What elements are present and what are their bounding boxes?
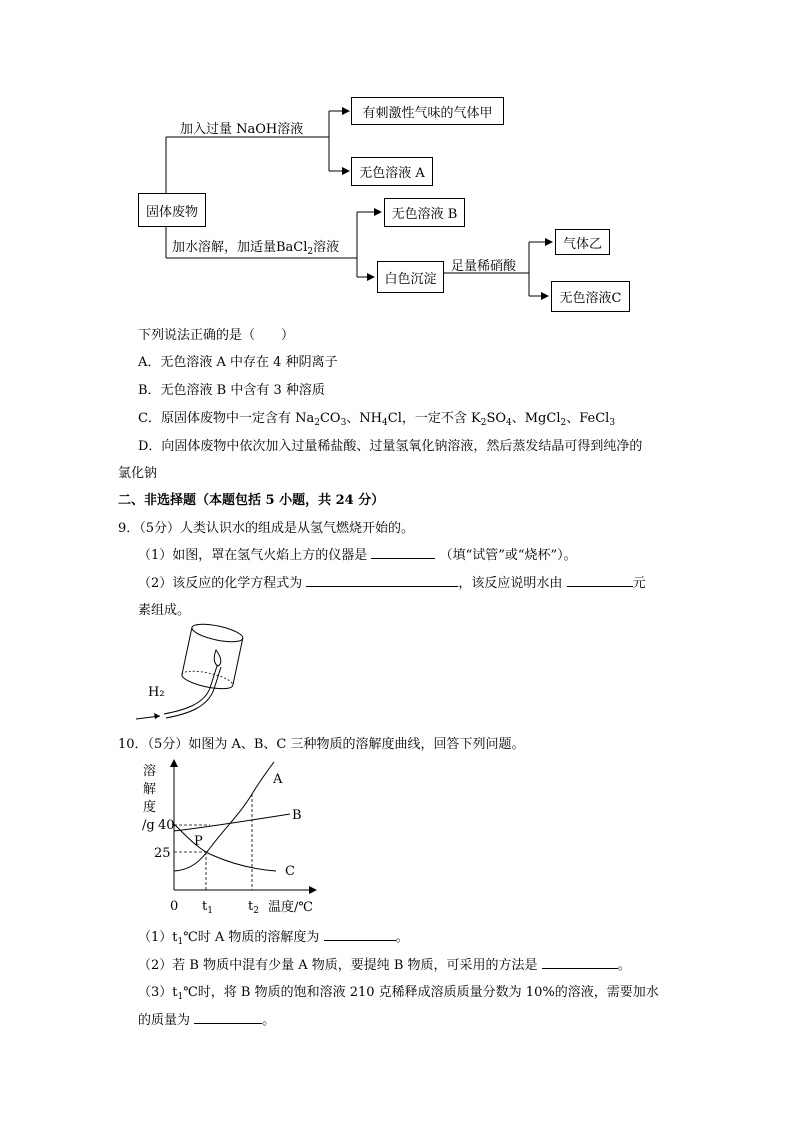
q10-sub3-post: ℃时，将 B 物质的饱和溶液 210 克稀释成溶质质量分数为 10%的溶液，需要加水: [183, 985, 659, 1000]
q8-c-sub: 3: [340, 418, 347, 428]
q8-c-sub: 4: [382, 418, 388, 428]
q8-stem: 下列说法正确的是（ ）: [138, 328, 295, 343]
box-solution-a: [351, 157, 433, 186]
q8-option-d-line1: D．向固体废物中依次加入过量稀盐酸、过量氢氧化钠溶液，然后蒸发结晶可得到纯净的: [138, 439, 643, 454]
q8-c-part: 、MgCl: [511, 411, 561, 426]
q9-blank-3[interactable]: [567, 574, 633, 587]
q9-sub1-post: （填“试管”或“烧杯”）。: [439, 548, 577, 563]
q9-stem: 9．（5分）人类认识水的组成是从氢气燃烧开始的。: [118, 521, 415, 536]
q8-c-sub: 4: [506, 418, 512, 428]
q10-blank-3[interactable]: [194, 1011, 262, 1024]
box-solution-c: [551, 281, 630, 312]
solubility-chart: [130, 756, 340, 921]
series-b-label: B: [292, 808, 302, 823]
q9-blank-1[interactable]: [371, 546, 435, 559]
q10-sub1-sub: 1: [177, 937, 184, 947]
y-label-1: 溶: [143, 764, 157, 779]
x-tick-t2: $t_2$: [248, 899, 259, 916]
box-solution-b: [384, 198, 465, 227]
q9-sub2: [138, 572, 646, 591]
curve-b: [174, 814, 290, 831]
acid-label: 足量稀硝酸: [451, 259, 517, 274]
box-gas-jia-label: 有刺激性气味的气体甲: [362, 105, 493, 121]
box-gas-jia: [351, 97, 504, 125]
q8-c-part: SO: [486, 411, 507, 426]
start-box-label: 固体废物: [145, 204, 198, 220]
q8-c-sub: 2: [480, 418, 487, 428]
q8-c-part: C．原固体废物中一定含有 Na: [138, 411, 315, 426]
q9-sub2-pre: （2）该反应的化学方程式为: [138, 576, 303, 591]
q10-sub3-line2: [138, 1009, 275, 1028]
q10-sub2-end: 。: [617, 958, 631, 973]
q9-sub2-post: 元: [632, 576, 646, 591]
q10-sub3-end: 。: [262, 1013, 276, 1028]
y-label-4: /g: [142, 818, 155, 833]
point-p-label: P: [194, 834, 203, 849]
box-solution-c-label: 无色溶液C: [559, 291, 622, 306]
q9-sub1-pre: （1）如图，罩在氢气火焰上方的仪器是: [138, 548, 368, 563]
branch-bottom-label-post: 溶液: [313, 240, 340, 255]
q10-stem: 10．（5分）如图为 A、B、C 三种物质的溶解度曲线，回答下列问题。: [118, 737, 525, 752]
q10-sub3: [138, 981, 659, 1000]
y-label-2: 解: [143, 782, 157, 797]
q8-option-a: A．无色溶液 A 中存在 4 种阴离子: [138, 355, 338, 370]
box-gas-yi: [555, 229, 610, 255]
branch-bottom-label-pre: 加水溶解，加适量BaCl: [172, 240, 308, 255]
hydrogen-flame-figure: [130, 618, 260, 723]
q9-sub1: [138, 544, 577, 563]
q10-sub2: [138, 954, 631, 973]
q8-c-part: CO: [319, 411, 341, 426]
series-c-label: C: [285, 864, 295, 879]
start-box: [138, 193, 206, 227]
q8-c-part: Cl，一定不含 K: [387, 411, 481, 426]
q10-sub1-pre: （1）t: [138, 930, 178, 945]
q8-option-b: B．无色溶液 B 中含有 3 种溶质: [138, 383, 325, 398]
branch-bottom-label-sub: 2: [307, 247, 314, 257]
branch-top-label: 加入过量 NaOH溶液: [180, 122, 304, 137]
branch-bottom-label: [172, 236, 339, 255]
q10-sub3-line2-text: 的质量为: [138, 1013, 191, 1028]
y-tick-40: 40: [158, 818, 175, 833]
q8-c-part: 、FeCl: [566, 411, 610, 426]
q10-sub2-pre: （2）若 B 物质中混有少量 A 物质，要提纯 B 物质，可采用的方法是: [138, 958, 538, 973]
q10-blank-1[interactable]: [324, 928, 396, 941]
series-a-label: A: [273, 772, 283, 787]
q8-option-d-line2: 氯化钠: [118, 466, 158, 481]
x-axis-label: 温度/℃: [268, 900, 313, 915]
curve-c: [174, 824, 276, 871]
q9-blank-2[interactable]: [306, 574, 458, 587]
q8-option-c: [138, 407, 615, 426]
q10-sub1: [138, 926, 409, 945]
box-solution-a-label: 无色溶液 A: [359, 166, 425, 181]
q8-c-sub: 2: [560, 418, 567, 428]
y-tick-25: 25: [154, 846, 171, 861]
q10-blank-2[interactable]: [542, 956, 618, 969]
q10-sub3-pre: （3）t: [138, 985, 178, 1000]
q10-sub1-post: ℃时 A 物质的溶解度为: [183, 930, 320, 945]
q8-c-part: 、NH: [346, 411, 383, 426]
section-heading: 二、非选择题（本题包括 5 小题，共 24 分）: [118, 493, 385, 508]
x-tick-t1: $t_1$: [202, 899, 213, 916]
box-white-precipitate-label: 白色沉淀: [384, 271, 437, 287]
q10-sub1-end: 。: [395, 930, 409, 945]
q8-c-sub: 3: [609, 418, 616, 428]
q10-sub3-sub: 1: [177, 992, 184, 1002]
curve-a: [174, 762, 274, 871]
q9-sub2-line2: 素组成。: [138, 603, 191, 618]
q8-c-sub: 2: [314, 418, 320, 428]
box-white-precipitate: [377, 261, 444, 293]
h2-label: H₂: [148, 685, 165, 700]
y-label-3: 度: [143, 800, 157, 815]
q9-sub2-mid: ，该反应说明水由: [458, 576, 563, 591]
box-solution-b-label: 无色溶液 B: [391, 207, 458, 222]
box-gas-yi-label: 气体乙: [562, 236, 602, 252]
origin-label: 0: [170, 899, 179, 914]
